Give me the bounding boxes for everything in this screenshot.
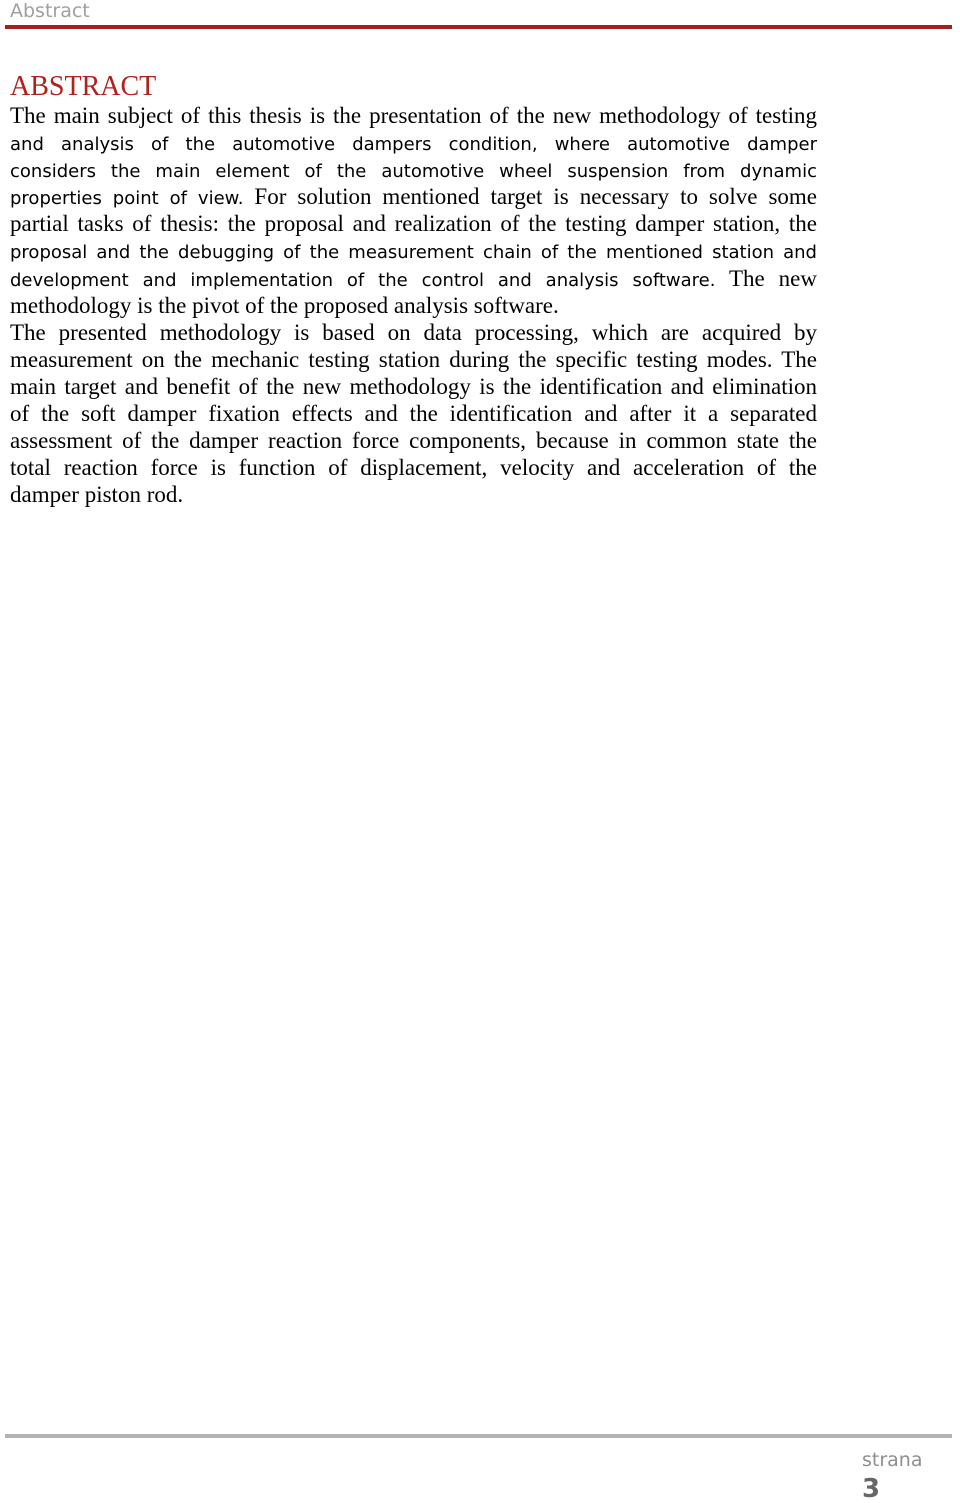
text-run: measurement on the mechanic testing station during the specific testing modes. The xyxy=(10,346,817,372)
text-run: properties point of view. xyxy=(10,188,244,210)
abstract-line xyxy=(10,373,817,400)
abstract-line xyxy=(10,481,817,508)
abstract-line xyxy=(10,156,817,183)
running-title: Abstract xyxy=(10,0,90,22)
abstract-line xyxy=(10,210,817,237)
footer-rule xyxy=(5,1434,952,1438)
text-run: proposal and the debugging of the measurement chain of the mentioned station and xyxy=(10,242,817,264)
abstract-line xyxy=(10,183,817,210)
text-run: total reaction force is function of displacement, velocity and acceleration of the xyxy=(10,455,817,481)
abstract-line xyxy=(10,129,817,156)
abstract-line xyxy=(10,292,817,319)
abstract-body xyxy=(10,102,817,508)
abstract-line xyxy=(10,102,817,129)
text-run: For solution mentioned target is necessary to solve some xyxy=(243,184,817,210)
abstract-line xyxy=(10,265,817,292)
text-run: assessment of the damper reaction force components, because in common state the xyxy=(10,428,817,454)
text-run: The main subject of this thesis is the presentation of the new methodology of testing xyxy=(10,103,817,128)
text-run: main target and benefit of the new methodology is the identification and elimination xyxy=(10,373,817,399)
abstract-line xyxy=(10,237,817,264)
text-run: development and implementation of the control and analysis software. xyxy=(10,269,716,291)
text-run: partial tasks of thesis: the proposal and realization of the testing damper station, the xyxy=(10,211,817,237)
text-run: and analysis of the automotive dampers condition, where automotive damper xyxy=(10,134,817,156)
abstract-line xyxy=(10,346,817,373)
page-label: strana xyxy=(862,1449,923,1471)
abstract-paragraph-2 xyxy=(10,319,817,509)
text-run: considers the main element of the automotive wheel suspension from dynamic xyxy=(10,161,817,183)
abstract-line xyxy=(10,400,817,427)
text-run: damper piston rod. xyxy=(10,482,184,508)
text-run: of the soft damper fixation effects and the identification and after it a separated xyxy=(10,401,817,427)
abstract-heading: ABSTRACT xyxy=(10,71,157,102)
text-run: methodology is the pivot of the proposed analysis software. xyxy=(10,292,559,318)
text-run: The new xyxy=(715,265,817,291)
abstract-line xyxy=(10,427,817,454)
page-number: 3 xyxy=(862,1474,881,1503)
header-rule xyxy=(5,25,952,29)
text-run: The presented methodology is based on data processing, which are acquired by xyxy=(10,319,817,345)
abstract-line xyxy=(10,454,817,481)
abstract-line xyxy=(10,319,817,346)
abstract-paragraph-1 xyxy=(10,102,817,319)
